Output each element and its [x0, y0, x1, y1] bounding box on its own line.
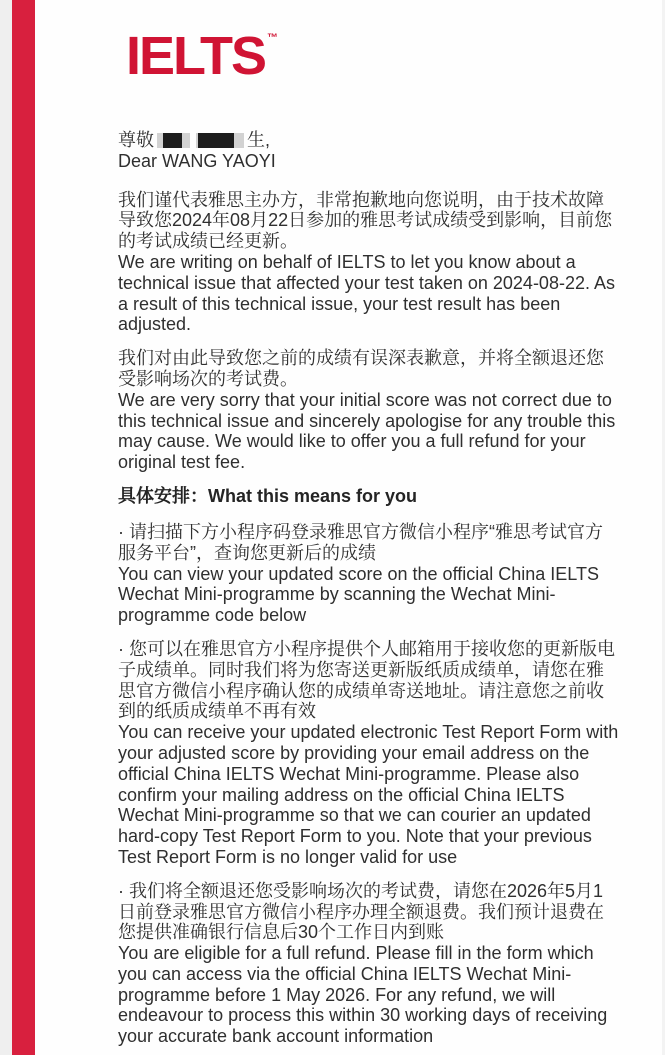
- redaction-bar-dark: [198, 133, 234, 148]
- bullet-chinese: · 您可以在雅思官方小程序提供个人邮箱用于接收您的更新版电子成绩单。同时我们将为您寄送更新版纸质成绩单，请您在雅思官方微信小程序确认您的成绩单寄送地址。请注意您之前收到的纸质成绩单不再有效: [118, 638, 615, 722]
- greeting-english: Dear WANG YAOYI: [118, 150, 276, 171]
- paragraph-chinese: 我们谨代表雅思主办方，非常抱歉地向您说明，由于技术故障导致您2024年08月22日参加的雅思考试成绩受到影响，目前您的考试成绩已经更新。: [118, 189, 613, 252]
- paragraph-chinese: 我们对由此导致您之前的成绩有误深表歉意，并将全额退还您受影响场次的考试费。: [118, 348, 604, 389]
- trademark-symbol: ™: [267, 32, 279, 44]
- paragraph-refund-offer: [118, 348, 620, 473]
- bullet-chinese: · 我们将全额退还您受影响场次的考试费，请您在2026年5月1日前登录雅思官方微信小程序办理全额退费。我们预计退费在您提供准确银行信息后30个工作日内到账: [118, 880, 604, 943]
- bullet-test-report-form: [118, 639, 620, 868]
- bullet-english: You are eligible for a full refund. Please fill in the form which you can access via the official China IELTS Wechat Mini-programme before 1 May 2026. For any refund, we will endeavour to process this within 30 working days of receiving your accurate bank account information: [118, 943, 608, 1047]
- bullet-english: You can receive your updated electronic Test Report Form with your adjusted score by providing your email address on the official China IELTS Wechat Mini-programme. Please also confirm your mailing address on the official China IELTS Wechat Mini-programme so that we can courier an updated hard-copy Test Report Form to you. Note that your previous Test Report Form is no longer valid for use: [118, 722, 619, 867]
- greeting-chinese-prefix: 尊敬: [118, 130, 154, 150]
- paragraph-english: We are writing on behalf of IELTS to let you know about a technical issue that affected your test taken on 2024-08-22. As a result of this technical issue, your test result has been adjusted.: [118, 251, 615, 335]
- paragraph-english: We are very sorry that your initial score was not correct due to this technical issue and sincerely apologise for any trouble this may cause. We would like to offer you a full refund for your original test fee.: [118, 389, 616, 473]
- paragraph-apology-issue: [118, 190, 620, 336]
- bullet-english: You can view your updated score on the official China IELTS Wechat Mini-programme by scanning the Wechat Mini-programme code below: [118, 563, 599, 626]
- bullet-view-score: [118, 522, 620, 626]
- greeting-block: [118, 130, 620, 172]
- greeting-chinese: [118, 130, 620, 151]
- bullet-full-refund: [118, 881, 620, 1047]
- left-red-accent-bar: [12, 0, 35, 1055]
- redaction-bar-dark: [163, 133, 182, 148]
- ielts-logo: [126, 26, 620, 86]
- redaction-bar: [157, 133, 190, 148]
- section-header: 具体安排：What this means for you: [118, 485, 418, 506]
- bullet-chinese: · 请扫描下方小程序码登录雅思官方微信小程序“雅思考试官方服务平台”，查询您更新后的成绩: [118, 521, 603, 563]
- letter-content: [118, 26, 620, 1055]
- page-left-edge: [0, 0, 12, 1055]
- ielts-logo-text: IELTS: [126, 26, 266, 86]
- redaction-bar: [196, 133, 244, 148]
- greeting-chinese-suffix: 生,: [247, 130, 271, 150]
